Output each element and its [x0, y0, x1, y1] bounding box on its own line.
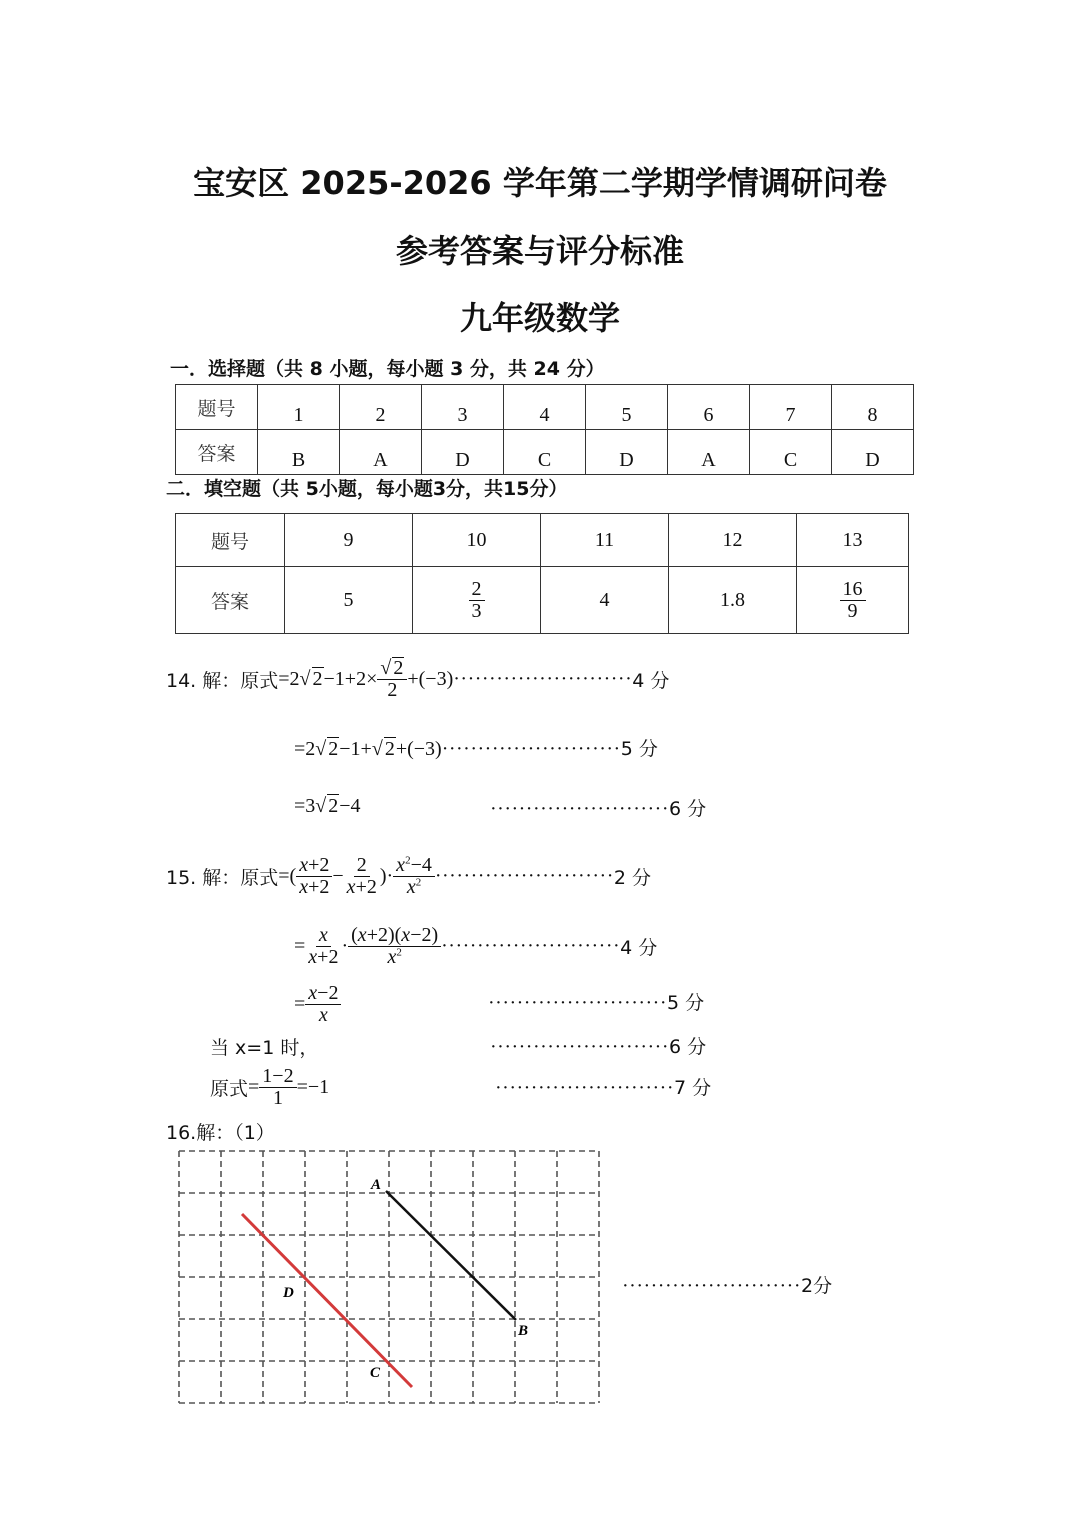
- segment-ab: [386, 1191, 516, 1320]
- q15-score-1: 2 分: [613, 866, 651, 889]
- question-number: 13: [797, 514, 909, 567]
- q15-step3: = $\frac{x-2}{x}$: [294, 976, 341, 1032]
- table-row: [176, 430, 914, 475]
- question-number: 5: [586, 385, 668, 430]
- question-number: 6: [668, 385, 750, 430]
- q16-score-line: ·························2分: [622, 1275, 833, 1297]
- answer-cell: B: [258, 430, 340, 475]
- answer-cell: C: [750, 430, 832, 475]
- table-header-cell: 答案: [176, 430, 258, 475]
- question-number: 8: [832, 385, 914, 430]
- answer-cell: D: [832, 430, 914, 475]
- question-number: 9: [285, 514, 413, 567]
- question-number: 4: [504, 385, 586, 430]
- q15-score-4: 6 分: [669, 1036, 707, 1058]
- answer-cell: [413, 567, 541, 634]
- answer-cell: 1.8: [669, 567, 797, 634]
- q14-step2: =2√ 2−1+√ 2+(−3)·························5 分: [294, 738, 658, 760]
- q16-grid-figure: [170, 1145, 610, 1413]
- question-number: 12: [669, 514, 797, 567]
- question-number: 3: [422, 385, 504, 430]
- q14-step1: 14. 解：原式 =2√ 2−1+2× $\frac{√ 2}{2}$ +(−3) ························· 4 分: [166, 657, 670, 701]
- answer-fraction: $\frac{16}{9}$: [840, 579, 866, 622]
- q15-score-3: 5 分: [667, 992, 705, 1014]
- q15-step4-score: ·························6 分: [490, 1036, 707, 1058]
- question-number: 7: [750, 385, 832, 430]
- choice-answer-table: [175, 384, 914, 475]
- question-number: 1: [258, 385, 340, 430]
- section2-heading: 二．填空题（共 5小题，每小题3分，共15分）: [166, 478, 568, 500]
- answer-cell: 4: [541, 567, 669, 634]
- answer-cell: A: [340, 430, 422, 475]
- answer-cell: D: [586, 430, 668, 475]
- q14-step3-score: ·························6 分: [490, 798, 707, 820]
- q16-score: 2分: [801, 1275, 833, 1297]
- q15-step5: 原式 = $\frac{1-2}{1}$ =−1: [210, 1064, 330, 1109]
- q15-step5-score: ·························7 分: [495, 1077, 712, 1099]
- point-label-b: B: [518, 1323, 529, 1339]
- answer-cell: A: [668, 430, 750, 475]
- q15-step2: = $\frac{x}{x+2}$ · $\frac{(x+2)(x-2)}{x^2}$ ························· 4 分: [294, 923, 658, 968]
- q14-score-3: 6 分: [669, 798, 707, 820]
- section1-heading: 一．选择题（共 8 小题，每小题 3 分，共 24 分）: [170, 358, 605, 380]
- q15-step1: 15. 解：原式 =( $\frac{x+2}{x+2}$ − $\frac{2}{x+2}$ )· $\frac{x^2-4}{x^2}$ ························· 2 分: [166, 853, 651, 898]
- title-line-1: 宝安区 2025-2026 学年第二学期学情调研问卷: [193, 164, 887, 202]
- point-label-c: C: [370, 1365, 381, 1381]
- answer-cell: 5: [285, 567, 413, 634]
- q15-label: 15. 解：原式: [166, 866, 279, 889]
- q15-when-text: 当 x=1 时，: [210, 1037, 319, 1059]
- point-label-d: D: [283, 1285, 294, 1301]
- q14-step3: =3√ 2−4: [294, 795, 361, 817]
- answer-cell: C: [504, 430, 586, 475]
- answer-cell: D: [422, 430, 504, 475]
- table-row: [176, 567, 909, 634]
- table-header-cell: 答案: [176, 567, 285, 634]
- answer-cell: [797, 567, 909, 634]
- table-header-cell: 题号: [176, 514, 285, 567]
- answer-fraction: $\frac{2}{3}$: [469, 579, 485, 622]
- q14-label: 14. 解：原式: [166, 669, 279, 692]
- q15-score-5: 7 分: [674, 1077, 712, 1099]
- title-line-3: 九年级数学: [459, 299, 620, 337]
- title-line-2: 参考答案与评分标准: [395, 232, 684, 270]
- q15-step3-score: ·························5 分: [488, 992, 705, 1014]
- q14-score-1: 4 分: [632, 669, 670, 692]
- point-label-a: A: [371, 1177, 382, 1193]
- q14-score-2: 5 分: [620, 738, 658, 760]
- q15-result-label: 原式: [210, 1077, 249, 1100]
- fill-answer-table: [175, 513, 909, 634]
- question-number: 10: [413, 514, 541, 567]
- table-header-cell: 题号: [176, 385, 258, 430]
- table-row: [176, 385, 914, 430]
- q16-label: 16.解：（1）: [166, 1122, 275, 1144]
- q15-score-2: 4 分: [620, 936, 658, 959]
- question-number: 2: [340, 385, 422, 430]
- question-number: 11: [541, 514, 669, 567]
- segment-cd: [242, 1214, 412, 1387]
- table-row: [176, 514, 909, 567]
